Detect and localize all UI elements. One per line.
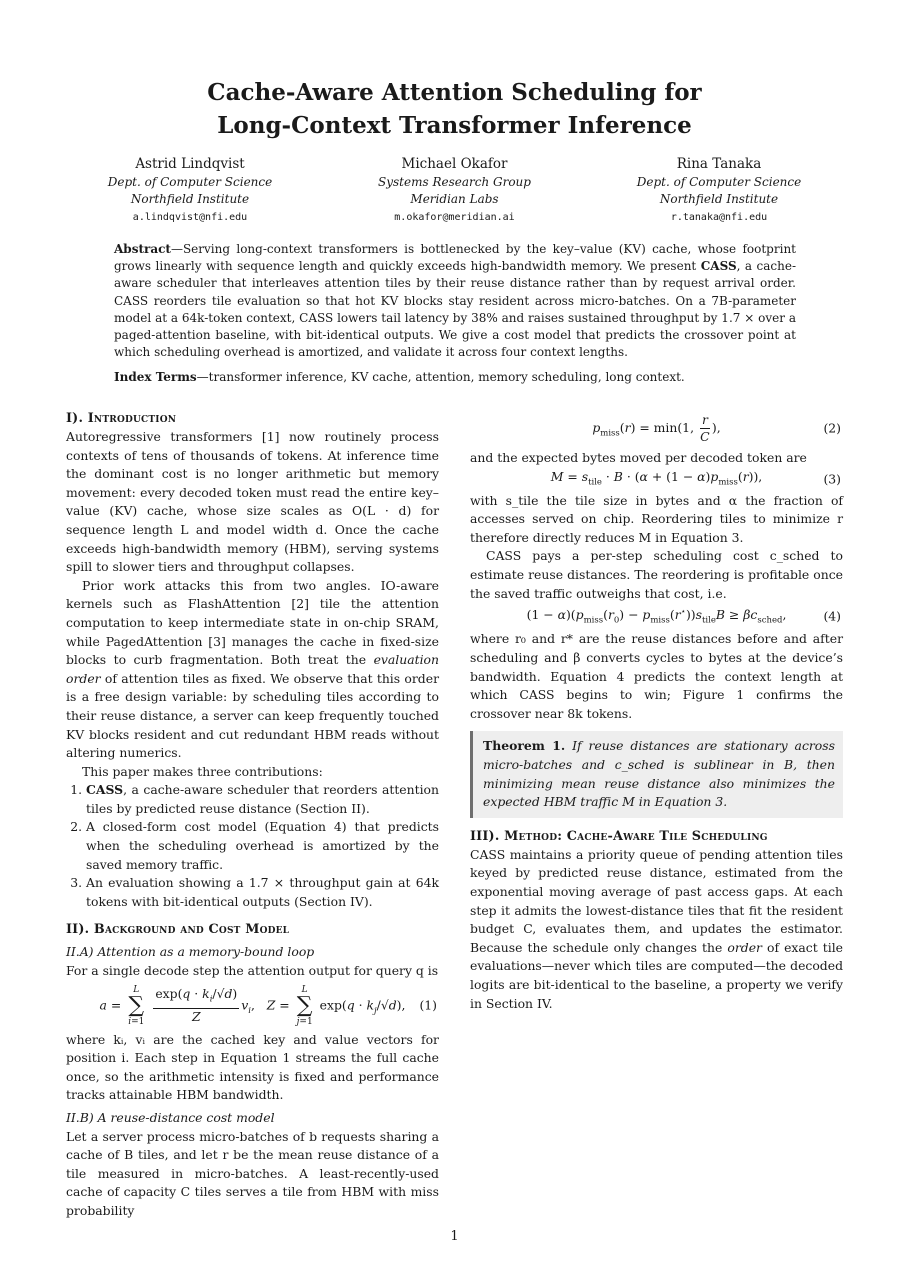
- author-block: [60, 156, 849, 226]
- author-org: Meridian Labs: [410, 192, 499, 206]
- theorem-label: Theorem 1.: [483, 738, 566, 754]
- subsection-heading: II.B) A reuse-distance cost model: [66, 1110, 275, 1125]
- background-paragraph: where kᵢ, vᵢ are the cached key and value vectors for position i. Each step in Equation 1 streams the full cache once, so the arithmetic intensity is fixed and performance tracks attainable HBM bandwidth.: [66, 1031, 439, 1103]
- list-item: [86, 781, 439, 818]
- author-dept: Dept. of Computer Science: [636, 174, 802, 189]
- system-name: CASS: [700, 259, 737, 274]
- emphasis-text: order: [727, 939, 762, 955]
- abstract: [114, 241, 796, 395]
- paragraph-text: Prior work attacks this from two angles. IO-aware kernels such as FlashAttention [2] tile the attention computation to keep intermediate state in on-chip SRAM, while PagedAttention [3] manages the cache in fixed-size blocks to curb fragmentation. Both treat the: [66, 577, 439, 668]
- section-heading-introduction: I). Introduction: [66, 411, 177, 426]
- intro-paragraph-3: This paper makes three contributions:: [82, 763, 323, 779]
- author-name: Astrid Lindqvist: [135, 156, 245, 172]
- author-org: Northfield Institute: [659, 192, 779, 206]
- equation-number: (3): [823, 471, 841, 487]
- index-terms: [114, 369, 796, 386]
- paragraph-text: of attention tiles as fixed. We observe that this order is a free design variable: by scheduling tiles according to their reuse distance, a server can keep frequently touched KV blocks resident and cut redundant HBM reads without altering numerics.: [66, 670, 439, 761]
- section-heading-method: III). Method: Cache-Aware Tile Scheduling: [470, 828, 768, 844]
- equation-body: $M = s_{tile} \cdot B \cdot (\alpha + (1 - \alpha)p_{miss}(r))$,: [550, 468, 763, 488]
- subsection-heading: II.A) Attention as a memory-bound loop: [66, 944, 315, 960]
- page-number: 1: [450, 1229, 459, 1244]
- system-name: CASS: [86, 782, 124, 798]
- right-column: [470, 410, 843, 1013]
- author-org: Northfield Institute: [130, 192, 250, 206]
- author-name: Rina Tanaka: [676, 156, 762, 172]
- title-line-1: Cache-Aware Attention Scheduling for: [207, 79, 702, 106]
- list-item: 3. An evaluation showing a 1.7 × throughput gain at 64k tokens with bit-identical outputs (Section IV).: [86, 874, 439, 911]
- paper-title: [0, 76, 909, 142]
- author-email: m.okafor@meridian.ai: [394, 211, 515, 223]
- background-paragraph: Let a server process micro-batches of b requests sharing a cache of B tiles, and let r be the mean reuse distance of a tile measured in micro-batches. A least-recently-used cache of capacity C tiles serves a tile from HBM with miss probability: [66, 1128, 439, 1218]
- left-column: [66, 410, 439, 1221]
- intro-paragraph-2: [66, 577, 439, 763]
- equation-number: (4): [823, 608, 841, 624]
- equation-body: $(1 - \alpha)(p_{miss}(r_0) - p_{miss}(r^⋆))s_{tile}B \ge \beta c_{sched}$,: [526, 607, 787, 626]
- method-paragraph: [470, 846, 843, 1013]
- paragraph-text: CASS maintains a priority queue of pending attention tiles keyed by predicted reuse distance, estimated from the exponential moving average of past access gaps. At each step it admits the lowest-distance tiles that fit the resident budget C, evaluates them, and updates the estimator. Because the schedule only changes the: [470, 846, 843, 955]
- author-1: [60, 156, 320, 226]
- index-terms-label: Index Terms: [114, 370, 197, 385]
- theorem-body: If reuse distances are stationary across micro-batches and c_sched is sublinear in B, then minimizing mean reuse distance also minimizes the expected HBM traffic M in Equation 3.: [483, 738, 835, 810]
- equation-2: [470, 412, 843, 445]
- abstract-text: , a cache-aware scheduler that interleaves attention tiles by their reuse distance rather than by request arrival order. CASS reorders tile evaluation so that hot KV blocks stay resident across micro-batches. On a 7B-parameter model at a 64k-token context, CASS lowers tail latency by 38% and raises sustained throughput by 1.7 × over a paged-attention baseline, with bit-identical outputs. We give a cost model that predicts the crossover point at which scheduling overhead is amortized, and validate it across four context lengths.: [114, 259, 796, 360]
- abstract-text: —Serving long-context transformers is bottlenecked by the key–value (KV) cache, whose footprint grows linearly with sequence length and quickly exceeds high-bandwidth memory. We present: [114, 242, 796, 274]
- author-email: r.tanaka@nfi.edu: [670, 211, 768, 223]
- equation-body: $p_{miss}(r) = \min(1$, $\frac{r}{C}$ ),: [592, 412, 721, 444]
- author-name: Michael Okafor: [401, 156, 508, 172]
- section-heading-background: II). Background and Cost Model: [66, 922, 290, 938]
- author-dept: Systems Research Group: [378, 174, 531, 189]
- equation-1: [66, 985, 439, 1027]
- emphasis-text: evaluation order: [66, 652, 439, 686]
- equation-3: [470, 468, 843, 492]
- list-item-text: , a cache-aware scheduler that reorders attention tiles by predicted reuse distance (Section II).: [86, 782, 439, 816]
- equation-4: [470, 603, 843, 630]
- equation-number: (2): [823, 420, 841, 436]
- intro-paragraph-1: Autoregressive transformers [1] now routinely process contexts of tens of thousands of tokens. At inference time the dominant cost is no longer arithmetic but memory movement: every decoded token must read the entire key–value (KV) cache, whose size scales as O(L · d) for sequence length L and model width d. Once the cache exceeds high-bandwidth memory (HBM), serving systems spill to slower tiers and throughput collapses.: [66, 429, 439, 575]
- equation-body: a = L ∑ i=1 $\frac{\exp(q \cdot k_i/√d)}{Z}$ $v_i$, Z = L ∑ j=1 $\exp(q \cdot k_j/√d)$,: [99, 984, 406, 1027]
- abstract-label: Abstract: [114, 242, 171, 256]
- author-dept: Dept. of Computer Science: [107, 174, 273, 189]
- index-terms-text: —transformer inference, KV cache, attention, memory scheduling, long context.: [196, 370, 685, 385]
- background-paragraph: and the expected bytes moved per decoded token are: [470, 450, 807, 465]
- background-paragraph: where r₀ and r* are the reuse distances before and after scheduling and β converts cycles to bytes at the device’s bandwidth. Equation 4 predicts the context length at which CASS begins to win; Figure 1 confirms the crossover near 8k tokens.: [470, 631, 843, 721]
- equation-number: (1): [419, 997, 437, 1013]
- list-item: 2. A closed-form cost model (Equation 4) that predicts when the scheduling overhead is amortized by the saved memory traffic.: [86, 818, 439, 874]
- background-paragraph: CASS pays a per-step scheduling cost c_sched to estimate reuse distances. The reordering is profitable once the saved traffic outweighs that cost, i.e.: [470, 548, 843, 601]
- background-paragraph: with s_tile the tile size in bytes and α the fraction of accesses served on chip. Reordering tiles to minimize r therefore directly reduces M in Equation 3.: [470, 492, 843, 545]
- author-2: [325, 156, 585, 226]
- title-line-2: Long-Context Transformer Inference: [217, 112, 692, 139]
- abstract-paragraph: [114, 241, 796, 361]
- author-email: a.lindqvist@nfi.edu: [132, 211, 248, 223]
- background-paragraph: For a single decode step the attention output for query q is: [66, 963, 439, 979]
- paragraph-text: of exact tile evaluations—never which tiles are computed—the decoded logits are bit-identical to the baseline, a property we verify in Section IV.: [470, 939, 843, 1011]
- author-3: [589, 156, 849, 226]
- theorem-box: [470, 731, 843, 817]
- contributions-list: [66, 781, 439, 911]
